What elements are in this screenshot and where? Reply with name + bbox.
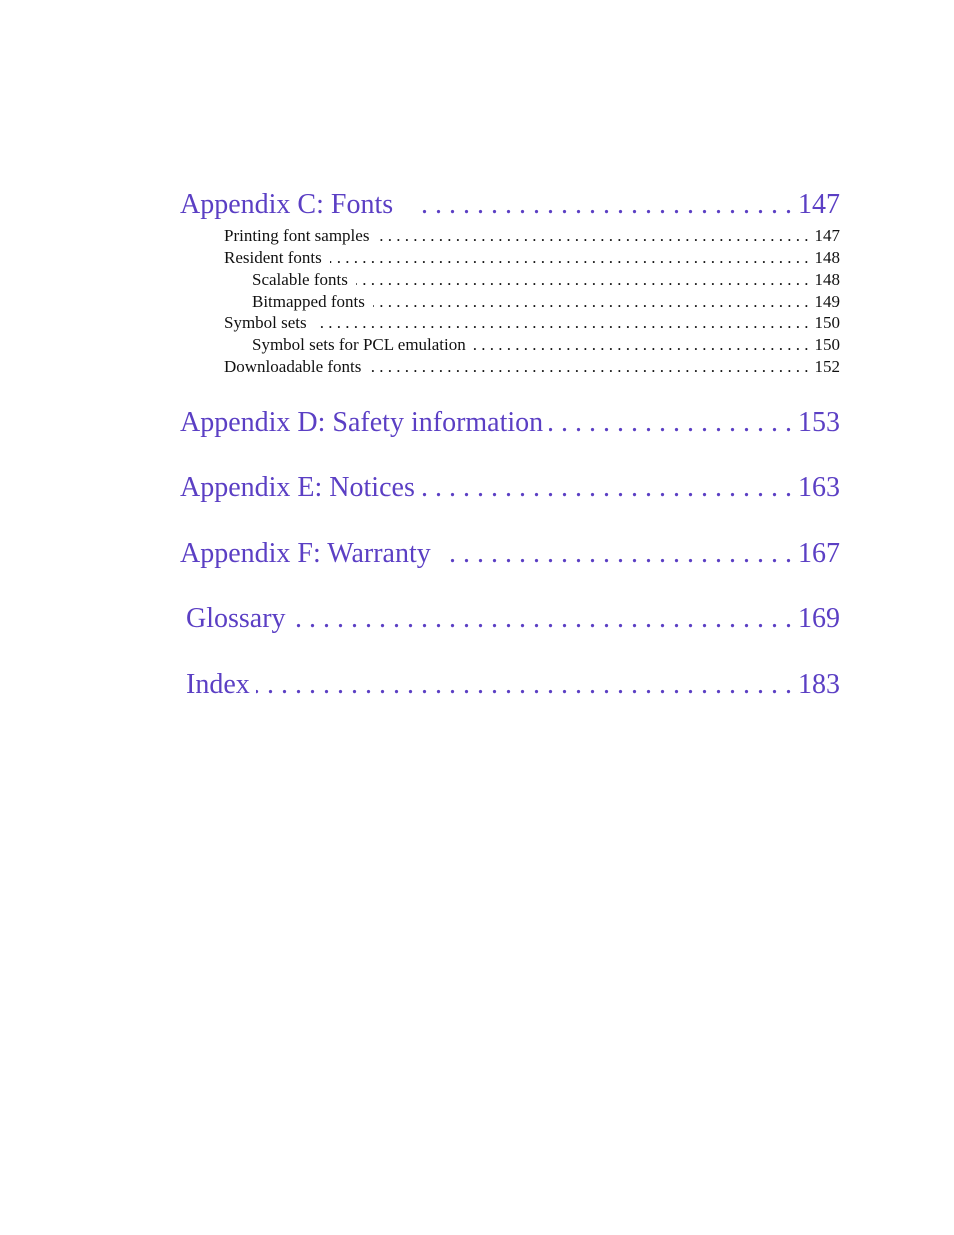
toc-entry-page: 167 — [798, 538, 840, 569]
dot-leader — [256, 667, 792, 703]
dot-leader — [315, 312, 809, 334]
dot-leader — [369, 356, 808, 378]
dot-leader — [356, 269, 809, 291]
toc-entry-label: Downloadable fonts — [224, 357, 362, 376]
toc-entry-label: Scalable fonts — [252, 270, 348, 289]
toc-entry-index[interactable] — [186, 667, 840, 703]
toc-entry-page: 183 — [798, 669, 840, 700]
toc-entry-label: Printing font samples — [224, 226, 370, 245]
toc-subentry-bitmapped-fonts[interactable] — [252, 291, 840, 313]
toc-entry-appendix-f[interactable] — [180, 536, 840, 572]
dot-leader — [377, 225, 808, 247]
toc-entry-page: 169 — [798, 603, 840, 634]
toc-entry-label: Glossary — [186, 603, 286, 634]
toc-entry-page: 150 — [814, 335, 840, 354]
dot-leader — [296, 601, 792, 637]
toc-entry-page: 147 — [798, 189, 840, 220]
dot-leader — [413, 187, 792, 223]
toc-entry-page: 148 — [814, 248, 840, 267]
toc-entry-page: 150 — [814, 313, 840, 332]
toc-entry-appendix-c[interactable] — [180, 187, 840, 223]
dot-leader — [445, 536, 792, 572]
dot-leader — [470, 334, 809, 356]
toc-entry-page: 153 — [798, 407, 840, 438]
toc-entry-appendix-e[interactable] — [180, 470, 840, 506]
dot-leader — [330, 247, 809, 269]
toc-subentry-scalable-fonts[interactable] — [252, 269, 840, 291]
toc-entry-label: Resident fonts — [224, 248, 322, 267]
toc-entry-label: Appendix E: Notices — [180, 472, 415, 503]
toc-entry-label: Appendix C: Fonts — [180, 189, 394, 220]
toc-subentry-downloadable-fonts[interactable] — [224, 356, 840, 378]
toc-entry-label: Appendix D: Safety information — [180, 407, 544, 438]
toc-entry-page: 148 — [814, 270, 840, 289]
toc-entry-page: 152 — [814, 357, 840, 376]
toc-entry-page: 149 — [814, 292, 840, 311]
toc-subentry-printing-font-samples[interactable] — [224, 225, 840, 247]
toc-entry-page: 163 — [798, 472, 840, 503]
dot-leader — [373, 291, 809, 313]
toc-entry-page: 147 — [814, 226, 840, 245]
dot-leader — [549, 405, 792, 441]
toc-entry-label: Appendix F: Warranty — [180, 538, 431, 569]
toc-entry-label: Symbol sets — [224, 313, 307, 332]
toc-entry-label: Symbol sets for PCL emulation — [252, 335, 466, 354]
toc-subentry-symbol-sets[interactable] — [224, 312, 840, 334]
toc-entry-glossary[interactable] — [186, 601, 840, 637]
toc-subentry-symbol-sets-pcl[interactable] — [252, 334, 840, 356]
toc-subentry-resident-fonts[interactable] — [224, 247, 840, 269]
toc-entry-appendix-d[interactable] — [180, 405, 840, 441]
toc-entry-label: Index — [186, 669, 250, 700]
toc-entry-label: Bitmapped fonts — [252, 292, 365, 311]
dot-leader — [421, 470, 792, 506]
